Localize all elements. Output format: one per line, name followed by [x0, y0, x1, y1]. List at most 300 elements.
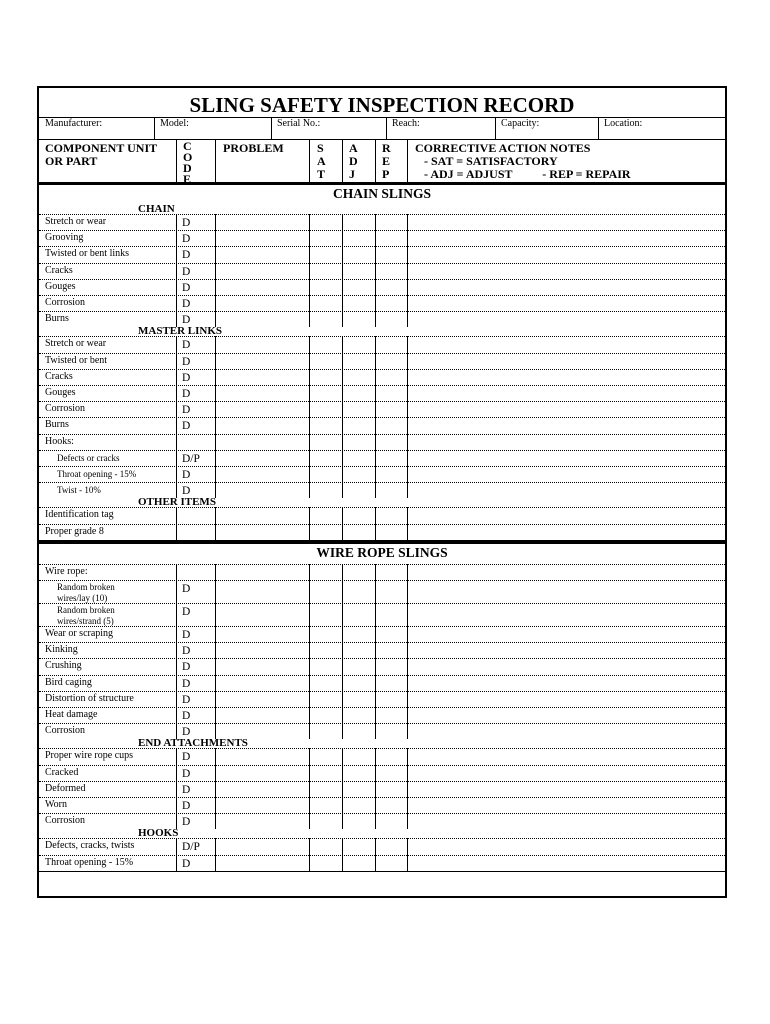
- notes-cell[interactable]: [408, 231, 726, 245]
- problem-cell[interactable]: [216, 627, 308, 641]
- adj-cell[interactable]: [343, 627, 374, 641]
- code-cell: D: [182, 726, 191, 739]
- sat-cell[interactable]: [310, 296, 341, 310]
- component-name: Crushing: [45, 660, 82, 672]
- notes-cell[interactable]: [408, 402, 726, 416]
- problem-cell[interactable]: [216, 724, 308, 738]
- rep-cell[interactable]: [376, 247, 406, 261]
- capacity-field[interactable]: Capacity:: [501, 118, 540, 129]
- sat-cell[interactable]: [310, 467, 341, 481]
- sat-cell[interactable]: [310, 724, 341, 738]
- code-cell: D: [182, 693, 191, 706]
- code-cell: D: [182, 645, 191, 658]
- column-line: [176, 855, 177, 871]
- column-line: [176, 580, 177, 603]
- adj-cell[interactable]: [343, 312, 374, 326]
- group-title: MASTER LINKS: [138, 325, 223, 338]
- header-col-line: [176, 139, 177, 183]
- notes-cell[interactable]: [408, 247, 726, 261]
- component-name: Hooks:: [45, 435, 74, 447]
- component-name: Burns: [45, 419, 69, 431]
- sat-cell[interactable]: [310, 215, 341, 229]
- sat-cell[interactable]: [310, 814, 341, 828]
- rep-cell[interactable]: [376, 581, 406, 602]
- adj-cell[interactable]: [343, 247, 374, 261]
- problem-cell[interactable]: [216, 508, 308, 522]
- column-line: [176, 524, 177, 540]
- notes-cell[interactable]: [408, 798, 726, 812]
- info-separator: [386, 117, 387, 139]
- sat-cell[interactable]: [310, 692, 341, 706]
- sat-cell[interactable]: [310, 798, 341, 812]
- problem-cell[interactable]: [216, 418, 308, 432]
- problem-cell[interactable]: [216, 798, 308, 812]
- adj-cell[interactable]: [343, 749, 374, 763]
- notes-cell[interactable]: [408, 451, 726, 465]
- adj-cell[interactable]: [343, 581, 374, 602]
- sat-cell[interactable]: [310, 708, 341, 722]
- column-line: [176, 642, 177, 658]
- info-separator: [271, 117, 272, 139]
- notes-cell[interactable]: [408, 370, 726, 384]
- component-name: Worn: [45, 799, 67, 810]
- rep-cell[interactable]: [376, 627, 406, 641]
- problem-cell[interactable]: [216, 525, 308, 539]
- notes-cell[interactable]: [408, 483, 726, 497]
- problem-cell[interactable]: [216, 565, 308, 579]
- problem-cell[interactable]: [216, 839, 308, 853]
- code-cell: D: [182, 583, 191, 595]
- sat-cell[interactable]: [310, 370, 341, 384]
- notes-cell[interactable]: [408, 418, 726, 432]
- rep-cell[interactable]: [376, 386, 406, 400]
- component-name: Corrosion: [45, 403, 85, 415]
- notes-cell[interactable]: [408, 508, 726, 522]
- column-line: [176, 279, 177, 295]
- sat-cell[interactable]: [310, 337, 341, 351]
- manufacturer-field[interactable]: Manufacturer:: [45, 118, 103, 129]
- problem-cell[interactable]: [216, 708, 308, 722]
- sat-cell[interactable]: [310, 280, 341, 294]
- sat-cell[interactable]: [310, 418, 341, 432]
- sat-cell[interactable]: [310, 402, 341, 416]
- notes-cell[interactable]: [408, 354, 726, 368]
- component-name: Identification tag: [45, 509, 114, 521]
- rep-cell[interactable]: [376, 280, 406, 294]
- adj-cell[interactable]: [343, 370, 374, 384]
- rep-cell[interactable]: [376, 215, 406, 229]
- header-col-line: [215, 139, 216, 183]
- sat-cell[interactable]: [310, 525, 341, 539]
- rep-cell[interactable]: [376, 814, 406, 828]
- code-cell: D: [182, 629, 191, 641]
- adj-cell[interactable]: [343, 508, 374, 522]
- sat-cell[interactable]: [310, 508, 341, 522]
- notes-cell[interactable]: [408, 280, 726, 294]
- adj-cell[interactable]: [343, 525, 374, 539]
- adj-cell[interactable]: [343, 782, 374, 796]
- rep-cell[interactable]: [376, 659, 406, 673]
- problem-cell[interactable]: [216, 483, 308, 497]
- rep-cell[interactable]: [376, 782, 406, 796]
- rep-cell[interactable]: [376, 525, 406, 539]
- sat-cell[interactable]: [310, 782, 341, 796]
- notes-cell[interactable]: [408, 724, 726, 738]
- info-separator: [495, 117, 496, 139]
- code-cell: D: [182, 339, 191, 352]
- column-line: [176, 263, 177, 279]
- problem-cell[interactable]: [216, 643, 308, 657]
- adj-cell[interactable]: [343, 215, 374, 229]
- sat-cell[interactable]: [310, 581, 341, 602]
- notes-cell[interactable]: [408, 264, 726, 278]
- rep-cell[interactable]: [376, 724, 406, 738]
- problem-cell[interactable]: [216, 814, 308, 828]
- problem-cell[interactable]: [216, 370, 308, 384]
- rep-cell[interactable]: [376, 370, 406, 384]
- code-cell: D: [182, 420, 191, 433]
- adj-cell[interactable]: [343, 766, 374, 780]
- sat-cell[interactable]: [310, 604, 341, 625]
- notes-cell[interactable]: [408, 312, 726, 326]
- rep-cell[interactable]: [376, 508, 406, 522]
- adj-cell[interactable]: [343, 354, 374, 368]
- column-line: [176, 748, 177, 764]
- code-cell: D: [182, 816, 191, 829]
- header-rep: R E P: [382, 141, 391, 181]
- adj-cell[interactable]: [343, 467, 374, 481]
- sat-cell[interactable]: [310, 766, 341, 780]
- adj-cell[interactable]: [343, 337, 374, 351]
- code-cell: D: [182, 710, 191, 722]
- header-sat: S A T: [317, 141, 326, 181]
- code-cell: D/P: [182, 841, 200, 854]
- sat-cell[interactable]: [310, 659, 341, 673]
- sat-cell[interactable]: [310, 676, 341, 690]
- sat-cell[interactable]: [310, 643, 341, 657]
- component-name: Defects, cracks, twists: [45, 840, 135, 852]
- problem-cell[interactable]: [216, 451, 308, 465]
- notes-cell[interactable]: [408, 581, 726, 602]
- row-divider: [39, 871, 725, 872]
- sat-cell[interactable]: [310, 231, 341, 245]
- sat-cell[interactable]: [310, 749, 341, 763]
- problem-cell[interactable]: [216, 280, 308, 294]
- code-cell: D/P: [182, 452, 200, 465]
- component-name: Wear or scraping: [45, 628, 114, 639]
- problem-cell[interactable]: [216, 247, 308, 261]
- notes-cell[interactable]: [408, 565, 726, 579]
- column-line: [176, 385, 177, 401]
- problem-cell[interactable]: [216, 386, 308, 400]
- adj-cell[interactable]: [343, 565, 374, 579]
- notes-cell[interactable]: [408, 856, 726, 870]
- notes-cell[interactable]: [408, 467, 726, 481]
- adj-cell[interactable]: [343, 643, 374, 657]
- column-line: [176, 230, 177, 246]
- sat-cell[interactable]: [310, 435, 341, 449]
- problem-cell[interactable]: [216, 856, 308, 870]
- adj-cell[interactable]: [343, 798, 374, 812]
- column-line: [176, 353, 177, 369]
- adj-cell[interactable]: [343, 839, 374, 853]
- problem-cell[interactable]: [216, 692, 308, 706]
- rep-cell[interactable]: [376, 749, 406, 763]
- component-name: Cracked: [45, 766, 79, 778]
- column-line: [176, 691, 177, 707]
- adj-cell[interactable]: [343, 708, 374, 722]
- column-line: [176, 246, 177, 262]
- sat-cell[interactable]: [310, 264, 341, 278]
- header-col-line: [375, 139, 376, 183]
- code-cell: D: [182, 800, 191, 812]
- component-name: Cracks: [45, 264, 73, 276]
- header-col-line: [342, 139, 343, 183]
- section-title: WIRE ROPE SLINGS: [316, 544, 448, 560]
- notes-cell[interactable]: [408, 659, 726, 673]
- sat-cell[interactable]: [310, 354, 341, 368]
- column-line: [176, 401, 177, 417]
- adj-cell[interactable]: [343, 296, 374, 310]
- notes-cell[interactable]: [408, 814, 726, 828]
- component-name: Corrosion: [45, 297, 85, 308]
- adj-cell[interactable]: [343, 676, 374, 690]
- component-name: Distortion of structure: [45, 692, 134, 704]
- problem-cell[interactable]: [216, 231, 308, 245]
- notes-cell[interactable]: [408, 766, 726, 780]
- adj-cell[interactable]: [343, 814, 374, 828]
- column-line: [176, 369, 177, 385]
- component-name: Corrosion: [45, 815, 85, 827]
- code-cell: D: [182, 751, 191, 764]
- section-divider: [39, 182, 725, 185]
- code-cell: D: [182, 371, 191, 384]
- model-field[interactable]: Model:: [160, 118, 189, 129]
- column-line: [176, 781, 177, 797]
- column-line: [176, 507, 177, 523]
- problem-cell[interactable]: [216, 296, 308, 310]
- adj-cell[interactable]: [343, 418, 374, 432]
- group-title: CHAIN: [138, 203, 175, 215]
- problem-cell[interactable]: [216, 312, 308, 326]
- adj-cell[interactable]: [343, 280, 374, 294]
- rep-cell[interactable]: [376, 798, 406, 812]
- column-line: [176, 603, 177, 626]
- rep-cell[interactable]: [376, 451, 406, 465]
- notes-cell[interactable]: [408, 708, 726, 722]
- group-title: HOOKS: [138, 827, 179, 840]
- adj-cell[interactable]: [343, 264, 374, 278]
- component-name: Defects or cracks: [57, 452, 120, 463]
- problem-cell[interactable]: [216, 402, 308, 416]
- code-cell: D: [182, 298, 191, 310]
- adj-cell[interactable]: [343, 856, 374, 870]
- problem-cell[interactable]: [216, 337, 308, 351]
- component-name: Deformed: [45, 782, 86, 794]
- adj-cell[interactable]: [343, 483, 374, 497]
- sat-cell[interactable]: [310, 856, 341, 870]
- adj-cell[interactable]: [343, 402, 374, 416]
- column-line: [176, 295, 177, 311]
- column-line: [176, 797, 177, 813]
- rep-cell[interactable]: [376, 337, 406, 351]
- notes-cell[interactable]: [408, 643, 726, 657]
- problem-cell[interactable]: [216, 264, 308, 278]
- component-name: Wire rope:: [45, 565, 88, 577]
- rep-cell[interactable]: [376, 264, 406, 278]
- info-separator: [154, 117, 155, 139]
- header-problem: PROBLEM: [223, 141, 284, 155]
- sat-cell[interactable]: [310, 451, 341, 465]
- header-notes: CORRECTIVE ACTION NOTES - SAT = SATISFACTORY - ADJ = ADJUST - REP = REPAIR: [415, 141, 631, 181]
- notes-cell[interactable]: [408, 749, 726, 763]
- rep-cell[interactable]: [376, 565, 406, 579]
- problem-cell[interactable]: [216, 467, 308, 481]
- rep-cell[interactable]: [376, 839, 406, 853]
- sat-cell[interactable]: [310, 839, 341, 853]
- component-name: Proper wire rope cups: [45, 750, 134, 762]
- header-adj: A D J: [349, 141, 358, 181]
- problem-cell[interactable]: [216, 766, 308, 780]
- rep-cell[interactable]: [376, 708, 406, 722]
- problem-cell[interactable]: [216, 581, 308, 602]
- rep-cell[interactable]: [376, 402, 406, 416]
- problem-cell[interactable]: [216, 782, 308, 796]
- column-line: [176, 707, 177, 723]
- code-cell: D: [182, 281, 191, 294]
- column-line: [176, 838, 177, 854]
- rep-cell[interactable]: [376, 676, 406, 690]
- code-cell: D: [182, 217, 191, 229]
- component-name: Throat opening - 15%: [57, 469, 137, 479]
- form-title: SLING SAFETY INSPECTION RECORD: [189, 93, 575, 117]
- rep-cell[interactable]: [376, 766, 406, 780]
- adj-cell[interactable]: [343, 435, 374, 449]
- code-cell: D: [182, 265, 191, 278]
- rep-cell[interactable]: [376, 435, 406, 449]
- notes-cell[interactable]: [408, 839, 726, 853]
- column-line: [176, 564, 177, 580]
- component-name: Gouges: [45, 280, 76, 292]
- problem-cell[interactable]: [216, 676, 308, 690]
- rep-cell[interactable]: [376, 856, 406, 870]
- problem-cell[interactable]: [216, 749, 308, 763]
- group-title: END ATTACHMENTS: [138, 737, 248, 750]
- notes-cell[interactable]: [408, 692, 726, 706]
- info-divider: [39, 139, 725, 140]
- problem-cell[interactable]: [216, 215, 308, 229]
- notes-cell[interactable]: [408, 296, 726, 310]
- component-name: Twisted or bent links: [45, 248, 130, 260]
- rep-cell[interactable]: [376, 354, 406, 368]
- component-name: Heat damage: [45, 709, 98, 720]
- column-line: [176, 466, 177, 482]
- component-name: Kinking: [45, 644, 78, 656]
- rep-cell[interactable]: [376, 418, 406, 432]
- component-name: Stretch or wear: [45, 338, 107, 350]
- adj-cell[interactable]: [343, 231, 374, 245]
- column-line: [176, 417, 177, 433]
- code-cell: D: [182, 767, 191, 780]
- adj-cell[interactable]: [343, 659, 374, 673]
- serial-field[interactable]: Serial No.:: [277, 118, 321, 129]
- code-cell: D: [182, 249, 191, 262]
- info-separator: [598, 117, 599, 139]
- code-cell: D: [182, 857, 191, 870]
- column-line: [176, 336, 177, 352]
- group-title: OTHER ITEMS: [138, 496, 216, 509]
- reach-field[interactable]: Reach:: [392, 118, 420, 129]
- notes-cell[interactable]: [408, 386, 726, 400]
- location-field[interactable]: Location:: [604, 118, 643, 129]
- rep-cell[interactable]: [376, 692, 406, 706]
- rep-cell[interactable]: [376, 312, 406, 326]
- rep-cell[interactable]: [376, 231, 406, 245]
- rep-cell[interactable]: [376, 296, 406, 310]
- rep-cell[interactable]: [376, 604, 406, 625]
- notes-cell[interactable]: [408, 604, 726, 625]
- notes-cell[interactable]: [408, 215, 726, 229]
- component-name: Corrosion: [45, 725, 85, 737]
- column-line: [176, 214, 177, 230]
- sat-cell[interactable]: [310, 565, 341, 579]
- column-line: [176, 765, 177, 781]
- adj-cell[interactable]: [343, 692, 374, 706]
- adj-cell[interactable]: [343, 386, 374, 400]
- adj-cell[interactable]: [343, 451, 374, 465]
- notes-cell[interactable]: [408, 337, 726, 351]
- code-cell: D: [182, 677, 191, 690]
- notes-cell[interactable]: [408, 627, 726, 641]
- rep-cell[interactable]: [376, 483, 406, 497]
- code-cell: D: [182, 661, 191, 674]
- component-name: Twist - 10%: [57, 485, 101, 496]
- rep-cell[interactable]: [376, 467, 406, 481]
- sat-cell[interactable]: [310, 386, 341, 400]
- component-name: Grooving: [45, 232, 84, 244]
- problem-cell[interactable]: [216, 659, 308, 673]
- problem-cell[interactable]: [216, 604, 308, 625]
- code-cell: D: [182, 233, 191, 246]
- header-col-line: [309, 139, 310, 183]
- column-line: [176, 675, 177, 691]
- notes-cell[interactable]: [408, 525, 726, 539]
- column-line: [176, 626, 177, 642]
- sat-cell[interactable]: [310, 312, 341, 326]
- code-cell: D: [182, 606, 191, 618]
- notes-cell[interactable]: [408, 676, 726, 690]
- column-line: [176, 658, 177, 674]
- problem-cell[interactable]: [216, 354, 308, 368]
- adj-cell[interactable]: [343, 604, 374, 625]
- code-cell: D: [182, 783, 191, 796]
- component-name: Random broken wires/lay (10): [57, 582, 115, 603]
- sat-cell[interactable]: [310, 483, 341, 497]
- adj-cell[interactable]: [343, 724, 374, 738]
- component-name: Cracks: [45, 370, 73, 382]
- sat-cell[interactable]: [310, 627, 341, 641]
- component-name: Proper grade 8: [45, 525, 104, 537]
- sat-cell[interactable]: [310, 247, 341, 261]
- rep-cell[interactable]: [376, 643, 406, 657]
- component-name: Twisted or bent: [45, 354, 108, 366]
- notes-cell[interactable]: [408, 435, 726, 449]
- notes-cell[interactable]: [408, 782, 726, 796]
- component-name: Throat opening - 15%: [45, 856, 134, 868]
- column-line: [176, 450, 177, 466]
- problem-cell[interactable]: [216, 435, 308, 449]
- code-cell: D: [182, 355, 191, 368]
